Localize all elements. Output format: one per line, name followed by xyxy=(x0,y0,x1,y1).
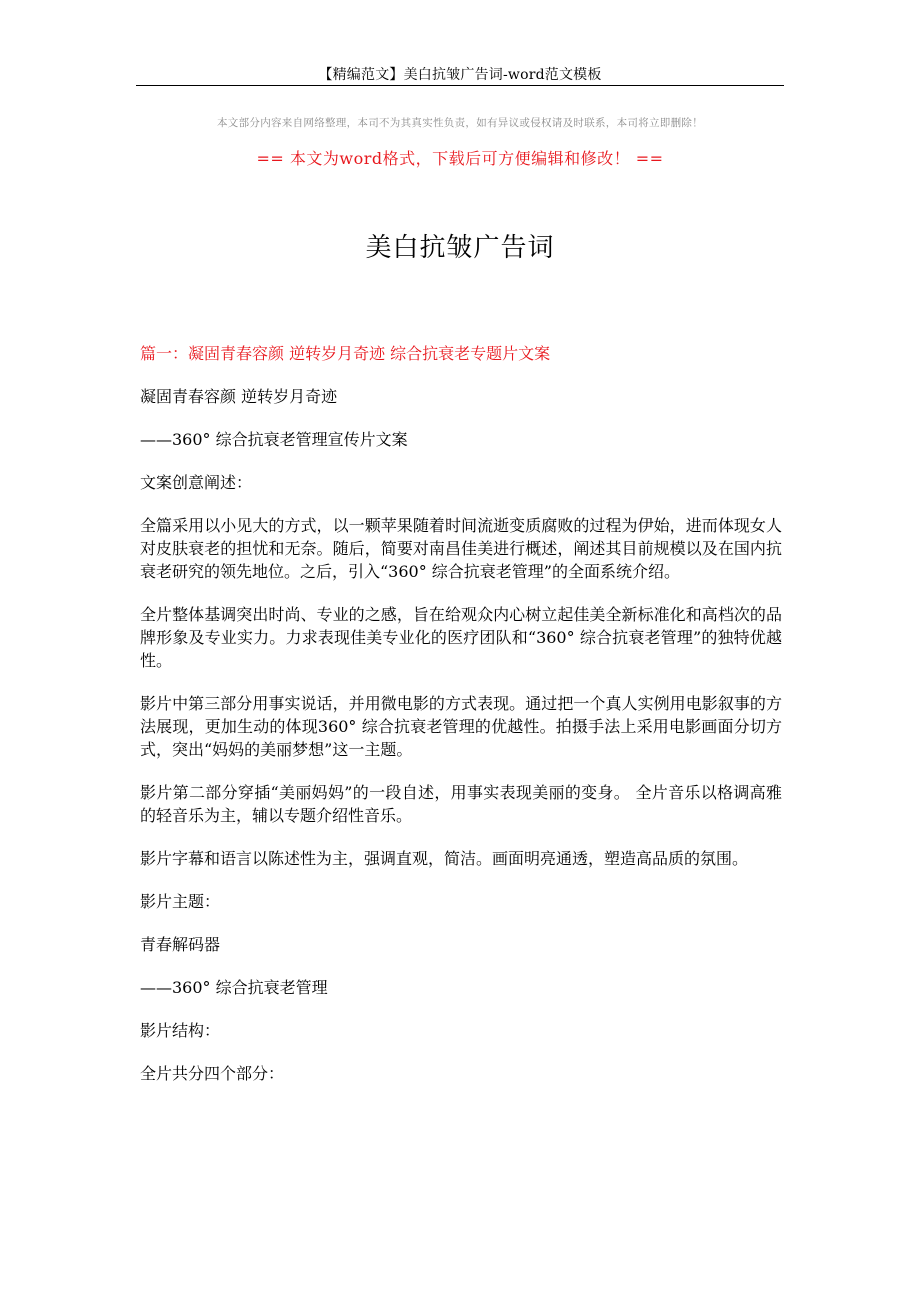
header-divider xyxy=(136,85,784,86)
paragraph-creative-intro: 全篇采用以小见大的方式，以一颗苹果随着时间流逝变质腐败的过程为伊始，进而体现女人对皮肤衰老的担忧和无奈。随后，简要对南昌佳美进行概述，阐述其目前规模以及在国内抗衰老研究的领先地位。之后，引入“360° 综合抗衰老管理”的全面系统介绍。 xyxy=(140,516,782,581)
paragraph-structure-label: 影片结构： xyxy=(140,1021,221,1040)
paragraph-subtitle: 凝固青春容颜 逆转岁月奇迹 xyxy=(140,387,338,406)
disclaimer-text: 本文部分内容来自网络整理，本司不为其真实性负责，如有异议或侵权请及时联系，本司将立即删除！ xyxy=(217,117,703,129)
document-body xyxy=(140,342,782,1105)
section-heading: 篇一：凝固青春容颜 逆转岁月奇迹 综合抗衰老专题片文案 xyxy=(140,344,551,363)
paragraph-theme-subtitle: ——360° 综合抗衰老管理 xyxy=(140,978,328,997)
paragraph-captions: 影片字幕和语言以陈述性为主，强调直观，简洁。画面明亮通透，塑造高品质的氛围。 xyxy=(140,849,749,868)
word-format-notice: == 本文为word格式，下载后可方便编辑和修改！ == xyxy=(256,149,664,168)
paragraph-part-three: 影片中第三部分用事实说话，并用微电影的方式表现。通过把一个真人实例用电影叙事的方法展现，更加生动的体现360° 综合抗衰老管理的优越性。拍摄手法上采用电影画面分切方式，突出“妈妈的美丽梦想”这一主题。 xyxy=(140,694,782,759)
paragraph-part-two: 影片第二部分穿插“美丽妈妈”的一段自述，用事实表现美丽的变身。 全片音乐以格调高雅的轻音乐为主，辅以专题介绍性音乐。 xyxy=(140,783,782,825)
paragraph-creative-label: 文案创意阐述： xyxy=(140,473,253,492)
paragraph-theme-label: 影片主题： xyxy=(140,892,221,911)
paragraph-tone: 全片整体基调突出时尚、专业的之感，旨在给观众内心树立起佳美全新标准化和高档次的品牌形象及专业实力。力求表现佳美专业化的医疗团队和“360° 综合抗衰老管理”的独特优越性。 xyxy=(140,605,782,670)
document-title: 美白抗皱广告词 xyxy=(365,233,555,263)
paragraph-theme-name: 青春解码器 xyxy=(140,935,221,954)
paragraph-structure-intro: 全片共分四个部分： xyxy=(140,1064,285,1083)
paragraph-tagline: ——360° 综合抗衰老管理宣传片文案 xyxy=(140,430,408,449)
page-header: 【精编范文】美白抗皱广告词-word范文模板 xyxy=(318,67,602,83)
